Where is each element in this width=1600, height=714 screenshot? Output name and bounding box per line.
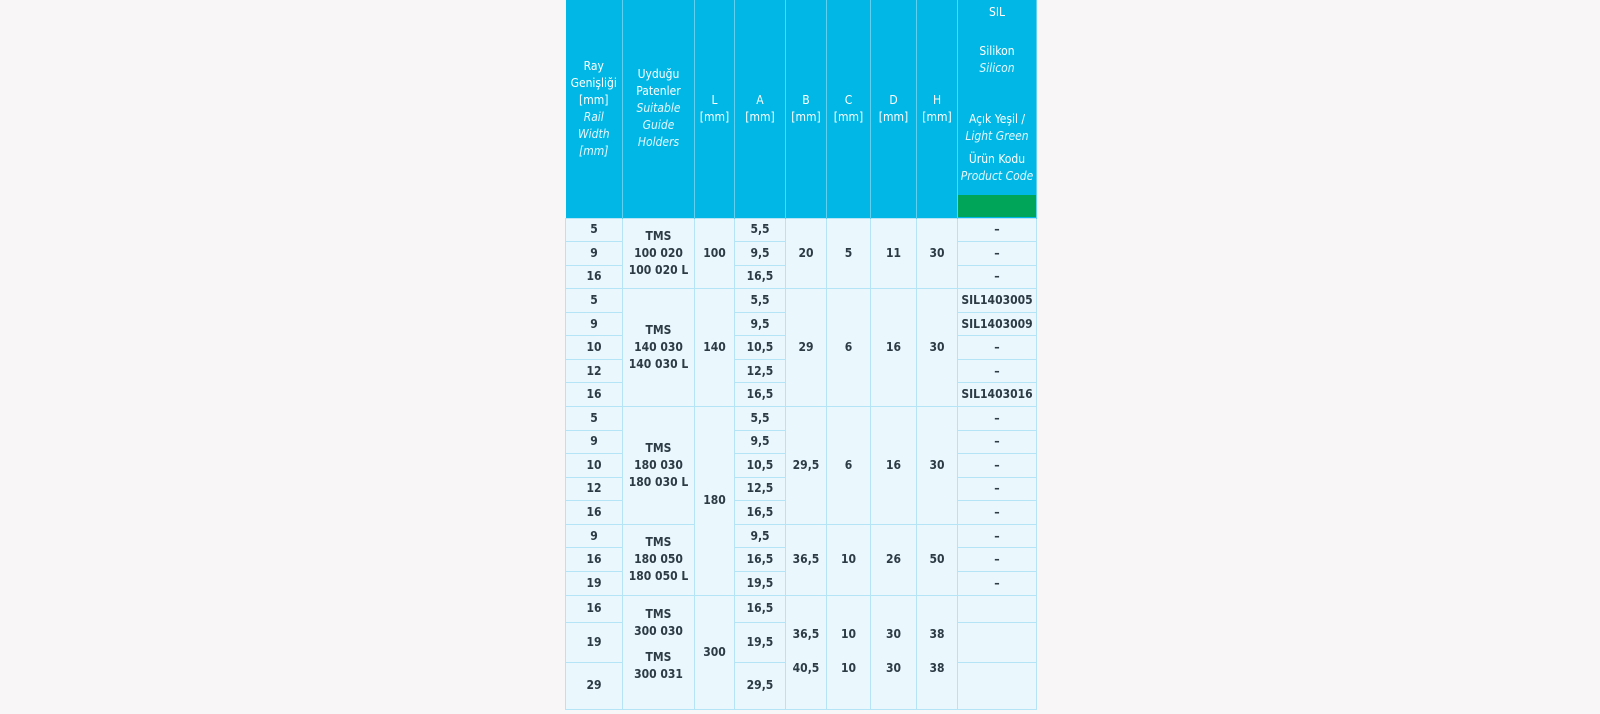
rail-width-cell: 29 [566, 662, 623, 709]
d-cell: 11 [871, 218, 917, 289]
holder-line: 180 030 [634, 457, 683, 472]
h-value: 38 [929, 660, 945, 675]
rail-width-cell: 12 [566, 359, 623, 383]
a-cell: 10,5 [735, 336, 786, 360]
header-b-label: B [802, 92, 810, 107]
d-cell: 16 [871, 289, 917, 407]
header-h [917, 0, 958, 218]
a-cell: 16,5 [735, 383, 786, 407]
header-rail-width-en-2: [mm] [579, 143, 609, 158]
a-cell: 16,5 [735, 501, 786, 525]
b-value: 36,5 [792, 626, 820, 641]
product-code-cell: – [958, 242, 1037, 266]
a-cell: 9,5 [735, 430, 786, 454]
a-cell: 9,5 [735, 312, 786, 336]
product-code-cell: – [958, 548, 1037, 572]
header-holders-en-2: Guide Holders [637, 118, 680, 150]
table-row [566, 218, 1037, 242]
rail-width-cell: 16 [566, 501, 623, 525]
h-cell: 30 [917, 218, 958, 289]
b-cell: 36,5 [786, 524, 827, 595]
rail-width-cell: 12 [566, 477, 623, 501]
d-cell: 16 [871, 407, 917, 525]
d-cell: 26 [871, 524, 917, 595]
holder-line: TMS [645, 228, 672, 243]
c-cell: 6 [827, 407, 871, 525]
header-sil [958, 0, 1037, 218]
holder-line: 100 020 L [628, 262, 689, 277]
product-code-cell: – [958, 430, 1037, 454]
header-a-unit: [mm] [745, 109, 775, 124]
b-cell: 29,5 [786, 407, 827, 525]
rail-width-cell: 9 [566, 524, 623, 548]
b-cell: 20 [786, 218, 827, 289]
holder-line: 300 030 [634, 623, 683, 638]
table-row [566, 289, 1037, 313]
holder-line: 100 020 [634, 245, 683, 260]
product-code-cell: – [958, 336, 1037, 360]
a-cell: 5,5 [735, 407, 786, 431]
h-value: 38 [929, 626, 945, 641]
header-b [786, 0, 827, 218]
guide-holders-cell [623, 218, 695, 289]
holder-line: TMS [645, 649, 672, 664]
a-cell: 16,5 [735, 595, 786, 622]
header-d [871, 0, 917, 218]
header-c [827, 0, 871, 218]
rail-width-cell: 9 [566, 430, 623, 454]
header-rail-width [566, 0, 623, 218]
rail-width-cell: 9 [566, 242, 623, 266]
product-code-cell: – [958, 571, 1037, 595]
product-code-cell: – [958, 359, 1037, 383]
product-code-cell: – [958, 407, 1037, 431]
rail-width-cell: 19 [566, 571, 623, 595]
rail-width-cell: 19 [566, 622, 623, 662]
a-cell: 9,5 [735, 242, 786, 266]
b-value: 40,5 [792, 660, 820, 675]
header-sil-material-en: Silicon [979, 61, 1015, 75]
rail-width-cell: 5 [566, 289, 623, 313]
rail-width-cell: 5 [566, 407, 623, 431]
a-cell: 5,5 [735, 289, 786, 313]
header-sil-product-tr: Ürün Kodu [968, 152, 1026, 166]
product-code-cell: – [958, 501, 1037, 525]
product-code-cell: SIL1403016 [958, 383, 1037, 407]
holder-line: 180 050 L [628, 569, 689, 584]
product-code-cell: SIL1403009 [958, 312, 1037, 336]
a-cell: 9,5 [735, 524, 786, 548]
b-cell: 29 [786, 289, 827, 407]
table-row [566, 407, 1037, 431]
rail-width-cell: 10 [566, 454, 623, 478]
c-cell: 5 [827, 218, 871, 289]
rail-width-cell: 16 [566, 548, 623, 572]
header-c-unit: [mm] [833, 109, 864, 124]
header-holders-en-1: Suitable [636, 101, 681, 116]
a-cell: 19,5 [735, 622, 786, 662]
light-green-color-swatch [958, 195, 1036, 217]
header-rail-width-line-1: Ray [583, 58, 604, 73]
h-cell [917, 595, 958, 710]
header-b-unit: [mm] [791, 109, 821, 124]
header-h-unit: [mm] [922, 109, 952, 124]
guide-holders-cell [623, 289, 695, 407]
product-code-cell: SIL1403005 [958, 289, 1037, 313]
a-cell: 16,5 [735, 548, 786, 572]
header-rail-width-en-1: Rail Width [577, 109, 610, 141]
guide-holders-cell [623, 407, 695, 525]
header-rail-width-line-3: [mm] [579, 92, 609, 107]
header-sil-product-en: Product Code [960, 169, 1034, 183]
c-value: 10 [840, 626, 857, 641]
h-cell: 30 [917, 289, 958, 407]
l-cell: 100 [695, 218, 735, 289]
a-cell: 12,5 [735, 359, 786, 383]
header-a [735, 0, 786, 218]
b-cell [786, 595, 827, 710]
rail-width-cell: 9 [566, 312, 623, 336]
header-sil-material-tr: Silikon [979, 44, 1015, 58]
c-cell: 10 [827, 524, 871, 595]
product-code-cell: – [958, 524, 1037, 548]
product-code-cell: – [958, 477, 1037, 501]
header-holders-line-1: Uyduğu [637, 67, 680, 82]
d-value: 30 [885, 660, 902, 675]
header-d-label: D [889, 92, 898, 107]
header-sil-color-en: Light Green [965, 129, 1029, 143]
product-code-cell [958, 595, 1037, 622]
a-cell: 5,5 [735, 218, 786, 242]
rail-dimensions-table [565, 0, 1037, 710]
rail-width-cell: 16 [566, 265, 623, 289]
c-cell [827, 595, 871, 710]
l-cell: 300 [695, 595, 735, 710]
rail-width-cell: 10 [566, 336, 623, 360]
header-c-label: C [844, 92, 853, 107]
rail-width-cell: 16 [566, 595, 623, 622]
header-sil-code: SIL [988, 5, 1006, 19]
holder-line: TMS [645, 606, 672, 621]
header-row [566, 0, 1037, 218]
header-h-label: H [932, 92, 942, 107]
d-cell [871, 595, 917, 710]
a-cell: 12,5 [735, 477, 786, 501]
holder-line: 180 030 L [628, 474, 689, 489]
holder-line: TMS [645, 323, 672, 338]
c-cell: 6 [827, 289, 871, 407]
h-cell: 30 [917, 407, 958, 525]
product-code-cell [958, 622, 1037, 662]
header-guide-holders [623, 0, 695, 218]
header-l-unit: [mm] [699, 109, 730, 124]
product-code-cell: – [958, 265, 1037, 289]
holder-line: TMS [645, 440, 672, 455]
product-code-cell [958, 662, 1037, 709]
c-value: 10 [840, 660, 857, 675]
product-code-cell: – [958, 218, 1037, 242]
h-cell: 50 [917, 524, 958, 595]
table-row [566, 595, 1037, 622]
rail-width-cell: 5 [566, 218, 623, 242]
guide-holders-cell [623, 524, 695, 595]
holder-line: 140 030 [634, 340, 683, 355]
holder-line: 180 050 [634, 552, 683, 567]
guide-holders-cell [623, 595, 695, 710]
rail-width-cell: 16 [566, 383, 623, 407]
header-sil-color-tr: Açık Yeşil / [968, 112, 1026, 126]
header-holders-line-2: Patenler [636, 84, 681, 99]
header-a-label: A [756, 92, 764, 107]
table-row [566, 524, 1037, 548]
holder-line: TMS [645, 535, 672, 550]
l-cell: 180 [695, 407, 735, 596]
d-value: 30 [885, 626, 902, 641]
a-cell: 19,5 [735, 571, 786, 595]
a-cell: 16,5 [735, 265, 786, 289]
header-l [695, 0, 735, 218]
product-code-cell: – [958, 454, 1037, 478]
header-l-label: L [711, 92, 718, 107]
header-d-unit: [mm] [878, 109, 909, 124]
l-cell: 140 [695, 289, 735, 407]
a-cell: 29,5 [735, 662, 786, 709]
holder-line: 300 031 [634, 666, 683, 681]
a-cell: 10,5 [735, 454, 786, 478]
holder-line: 140 030 L [628, 357, 689, 372]
header-rail-width-line-2: Genişliği [570, 75, 617, 90]
